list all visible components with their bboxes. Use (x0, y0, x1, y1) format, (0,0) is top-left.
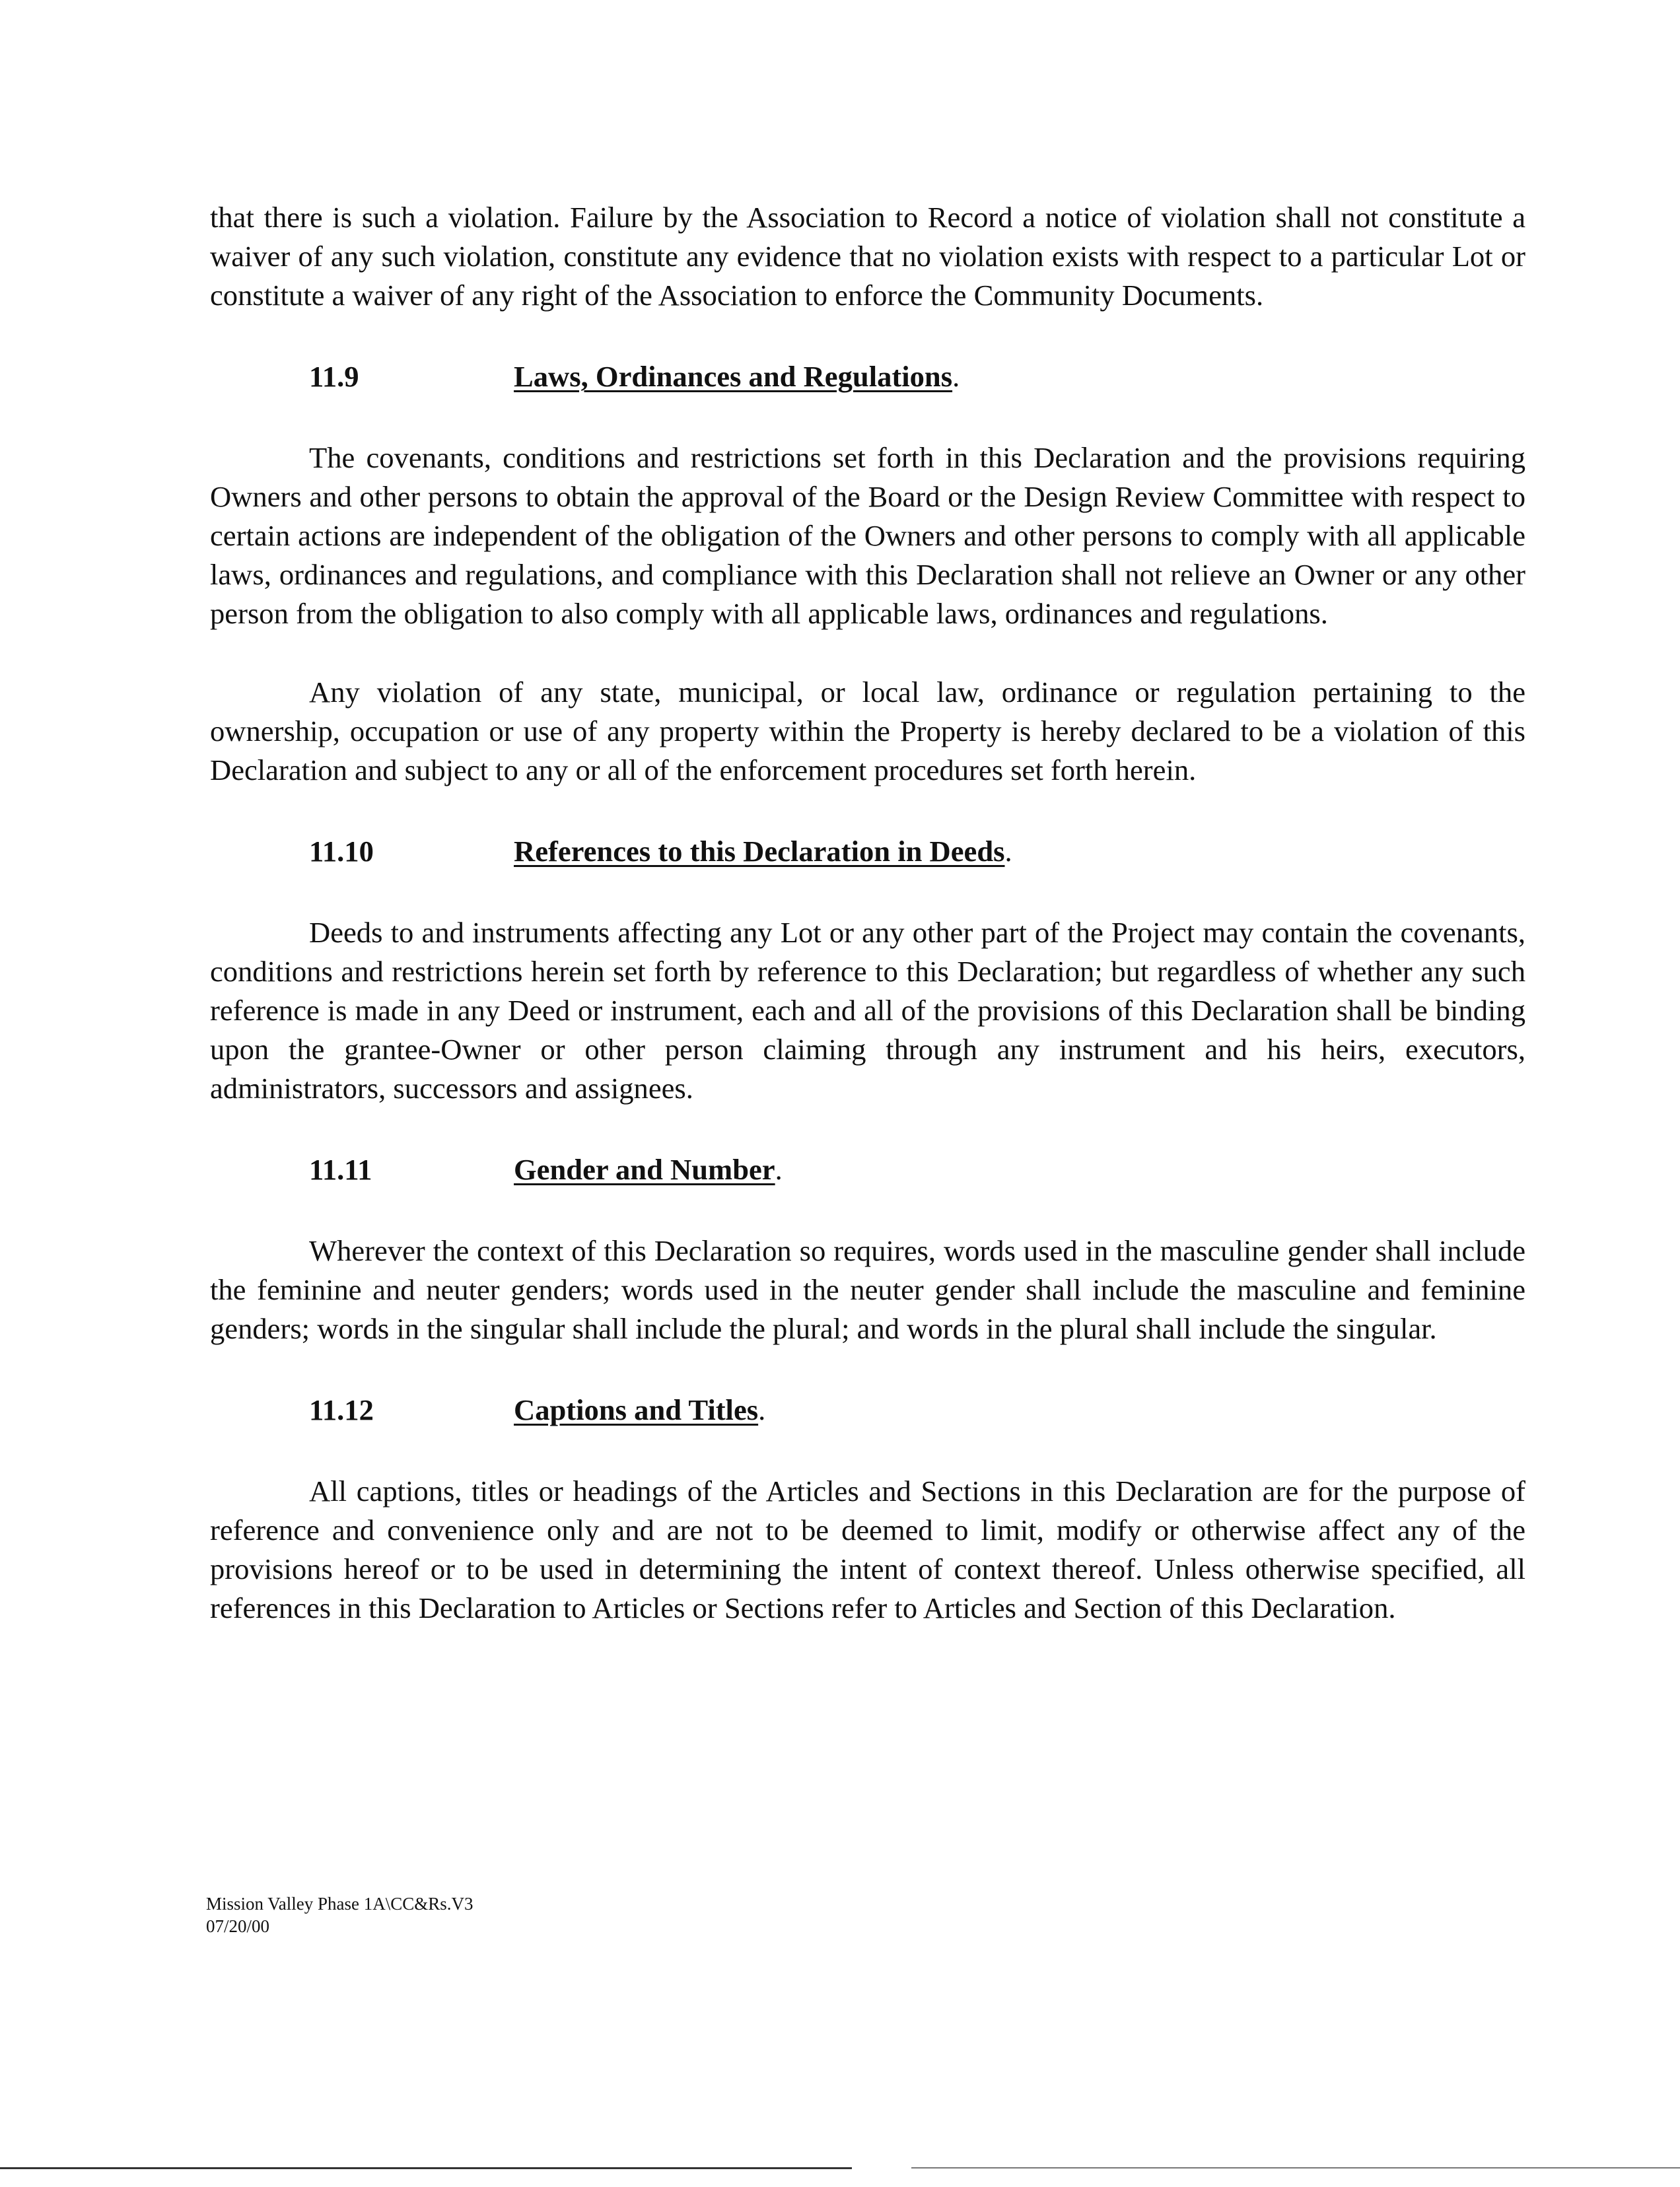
section-title: References to this Declaration in Deeds (514, 835, 1005, 868)
section-number: 11.11 (309, 1153, 372, 1186)
spacer (210, 871, 1525, 913)
spacer (210, 790, 1525, 832)
section-paragraph: Deeds to and instruments affecting any Lot or any other part of the Project may contain the covenants, conditions and restrictions herein set forth by reference to this Declaration; but regardless of whether any such reference is made in any Deed or instrument, each and all of the provisions of this Declaration shall be binding upon the grantee-Owner or other person claiming through any instrument and his heirs, executors, administrators, successors and assignees. (210, 916, 1525, 1105)
heading-period: . (1004, 835, 1012, 868)
section-number: 11.10 (309, 835, 374, 868)
footer-file-path: Mission Valley Phase 1A\CC&Rs.V3 (206, 1894, 473, 1914)
intro-paragraph: that there is such a violation. Failure by the Association to Record a notice of violation shall not constitute a waiver of any such violation, constitute any evidence that no violation exists with respect to a particular Lot or constitute a waiver of any right of the Association to enforce the Community Documents. (210, 201, 1525, 312)
spacer (210, 1189, 1525, 1232)
section-heading-11-9 (210, 357, 1525, 396)
section-heading-11-11 (210, 1150, 1525, 1189)
section-title: Laws, Ordinances and Regulations (514, 360, 953, 393)
spacer (210, 1348, 1525, 1391)
section-title: Captions and Titles (514, 1393, 759, 1426)
footer-date: 07/20/00 (206, 1916, 270, 1936)
section-title: Gender and Number (514, 1153, 775, 1186)
heading-period: . (775, 1153, 783, 1186)
document-footer (206, 1892, 473, 1937)
section-paragraph: Wherever the context of this Declaration so requires, words used in the masculine gender shall include the feminine and neuter genders; words used in the neuter gender shall include the masculine and feminine genders; words in the singular shall include the plural; and words in the plural shall include the singular. (210, 1234, 1525, 1345)
spacer (210, 633, 1525, 673)
heading-period: . (952, 360, 960, 393)
heading-period: . (758, 1393, 766, 1426)
spacer (210, 1430, 1525, 1472)
section-number: 11.12 (309, 1393, 374, 1426)
section-number: 11.9 (309, 360, 359, 393)
bottom-rule (911, 2167, 1680, 2169)
spacer (210, 1108, 1525, 1150)
bottom-rule (0, 2167, 852, 2169)
section-paragraph: Any violation of any state, municipal, or local law, ordinance or regulation pertaining to the ownership, occupation or use of any property within the Property is hereby declared to be a violation of this Declaration and subject to any or all of the enforcement procedures set forth herein. (210, 676, 1525, 786)
spacer (210, 315, 1525, 357)
spacer (210, 396, 1525, 438)
section-heading-11-10 (210, 832, 1525, 871)
section-paragraph: The covenants, conditions and restrictions set forth in this Declaration and the provisions requiring Owners and other persons to obtain the approval of the Board or the Design Review Committee with respect to certain actions are independent of the obligation of the Owners and other persons to comply with all applicable laws, ordinances and regulations, and compliance with this Declaration shall not relieve an Owner or any other person from the obligation to also comply with all applicable laws, ordinances and regulations. (210, 441, 1525, 630)
document-body (210, 198, 1525, 1628)
section-heading-11-12 (210, 1391, 1525, 1430)
section-paragraph: All captions, titles or headings of the Articles and Sections in this Declaration are for the purpose of reference and convenience only and are not to be deemed to limit, modify or otherwise affect any of the provisions hereof or to be used in determining the intent of context thereof. Unless otherwise specified, all references in this Declaration to Articles or Sections refer to Articles and Section of this Declaration. (210, 1475, 1525, 1624)
